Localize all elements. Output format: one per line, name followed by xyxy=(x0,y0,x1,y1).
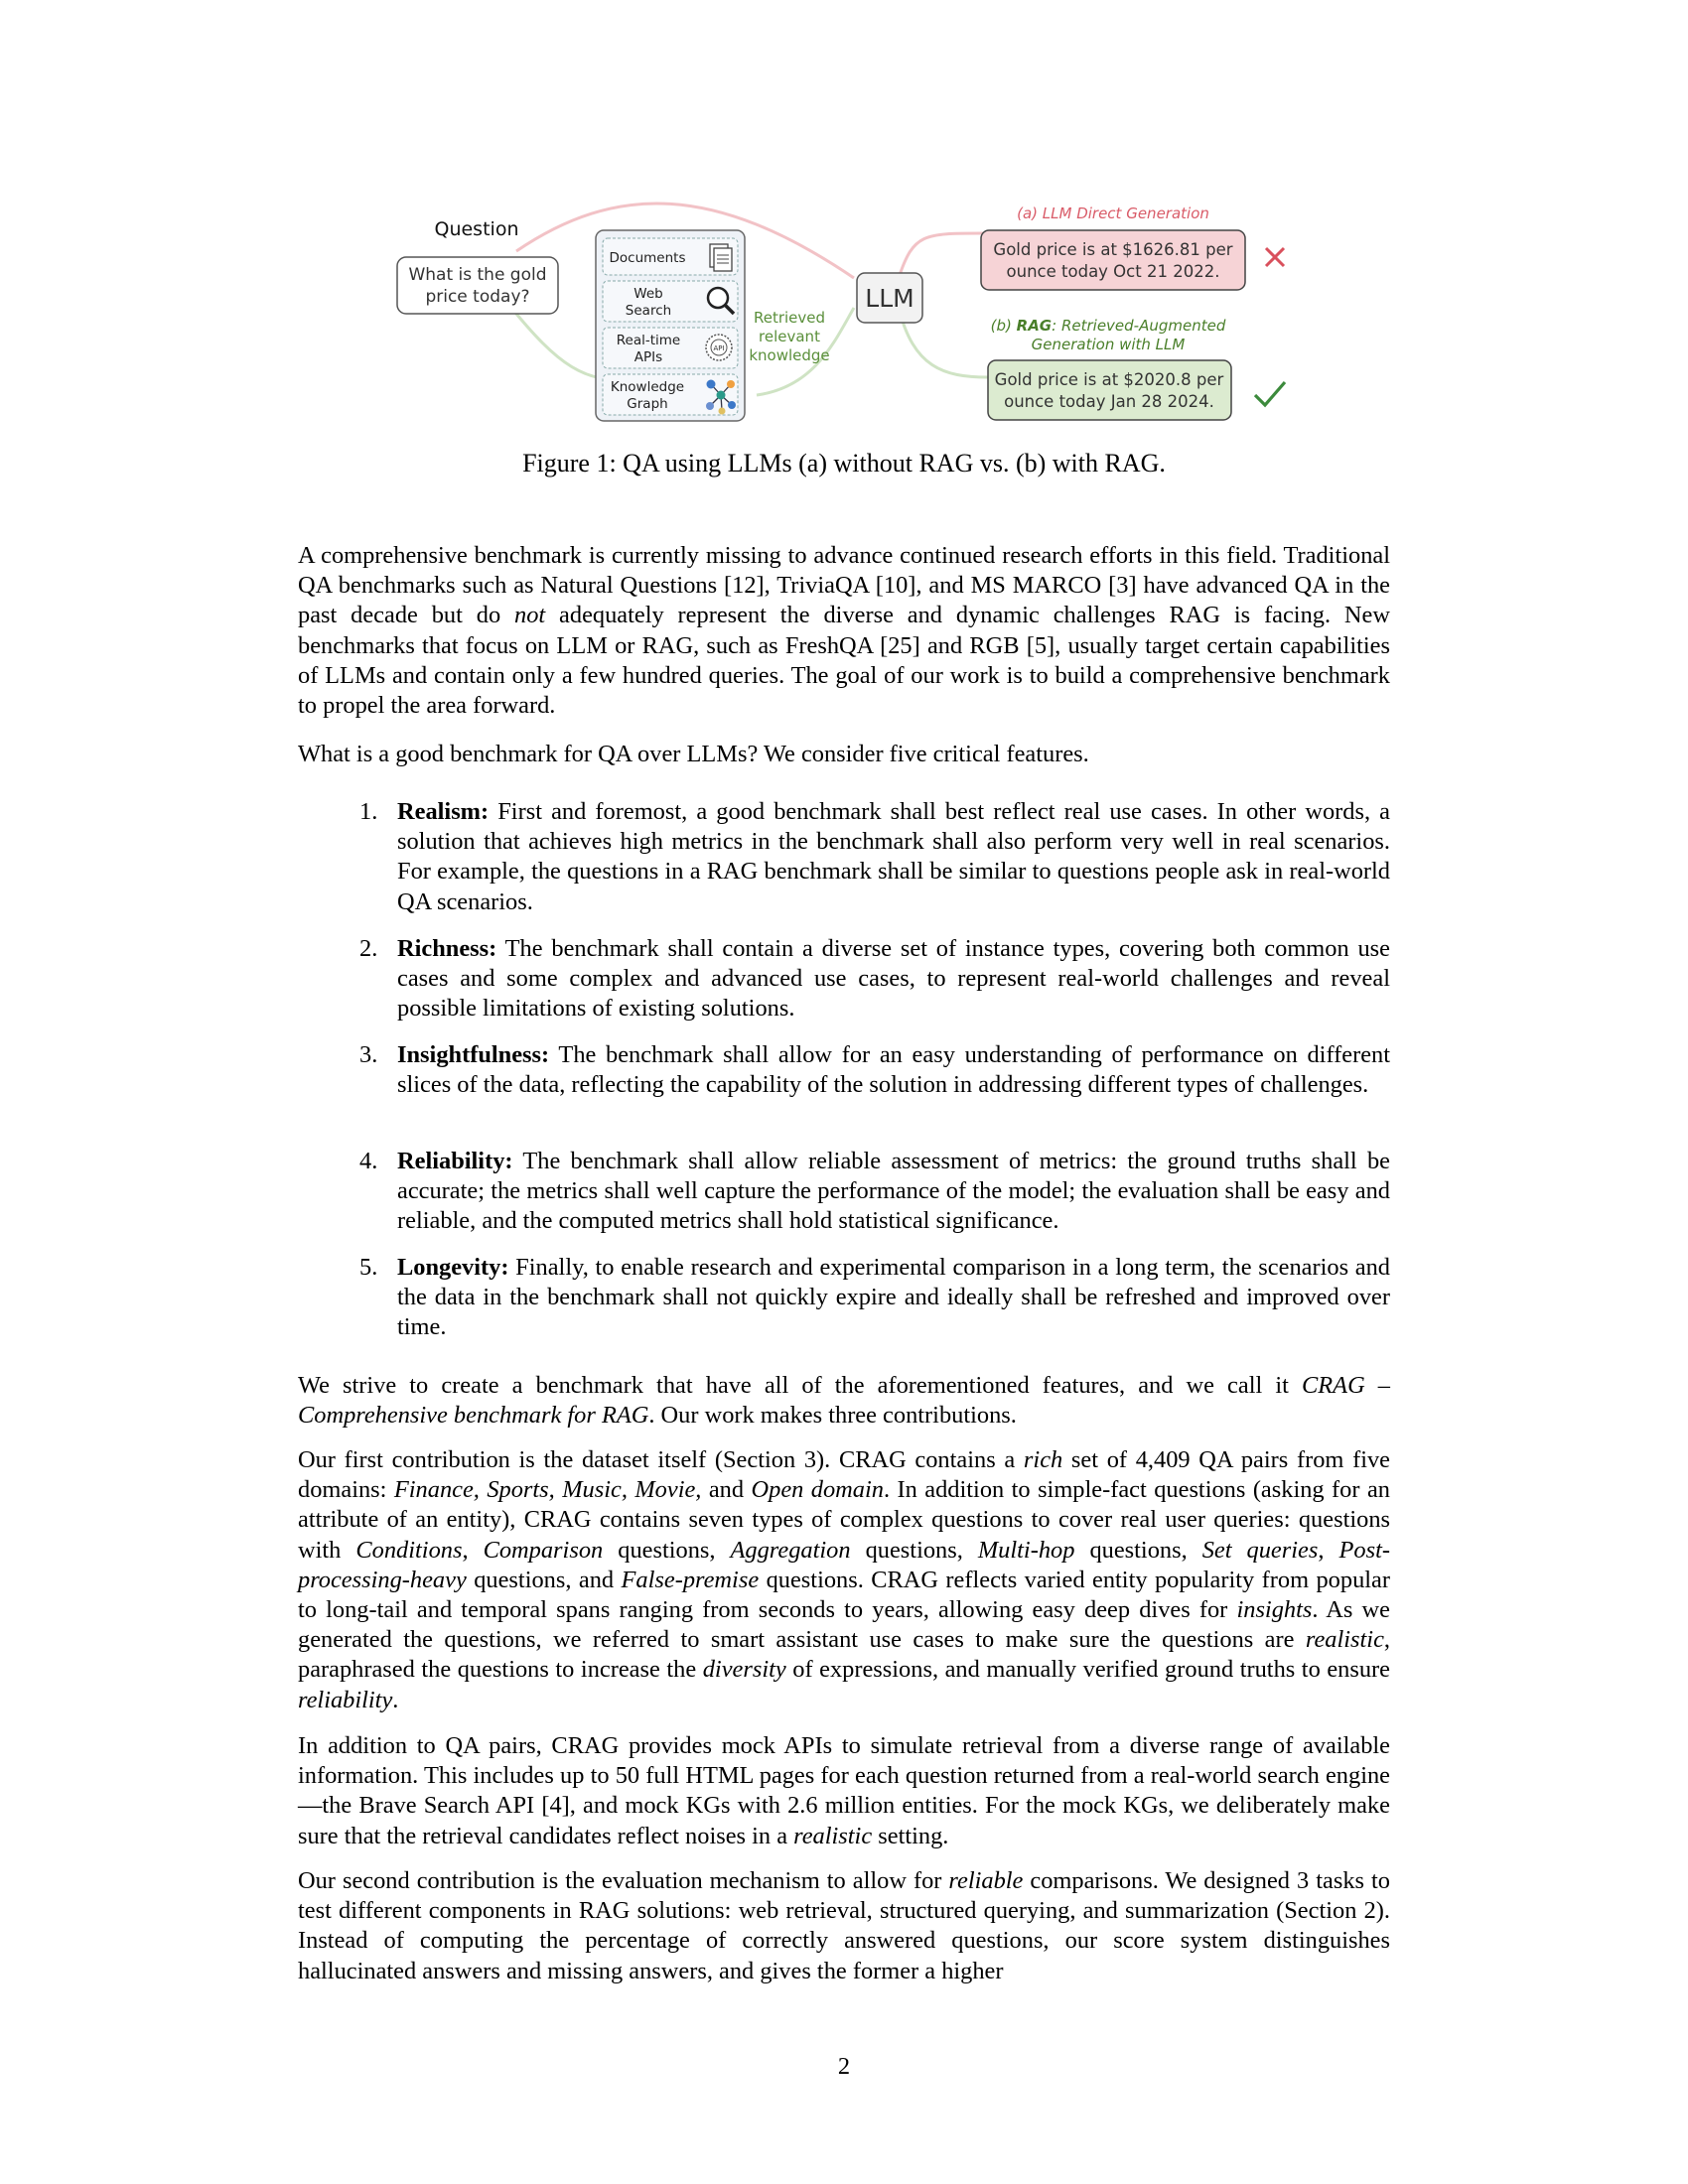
retrieved-label1: Retrieved xyxy=(753,309,826,327)
para4-t10: questions, and xyxy=(466,1566,622,1593)
para4-e11: insights xyxy=(1236,1596,1313,1624)
figure-qa-rag xyxy=(387,194,1311,432)
feature-number: 3. xyxy=(359,1041,378,1068)
para4-e13: diversity xyxy=(702,1656,786,1684)
llm-to-direct-curve xyxy=(899,233,983,278)
para4-e14: reliability xyxy=(298,1686,393,1713)
figure-diagram xyxy=(387,194,1311,432)
feature-text: First and foremost, a good benchmark shall best reflect real use cases. In other words, a solution that achieves high metrics in the benchmark shall also perform very well in real scenarios. For example, the questions in a RAG benchmark shall be similar to questions people ask in real-world QA scenarios. xyxy=(397,798,1390,915)
para4-e5: Comparison xyxy=(483,1536,604,1564)
direct-generation-label: (a) LLM Direct Generation xyxy=(1017,205,1209,222)
paragraph-second-contribution xyxy=(298,1866,1390,1986)
feature-number: 5. xyxy=(359,1254,378,1281)
document-icon xyxy=(710,244,732,271)
para4-e8: Set queries xyxy=(1201,1536,1319,1564)
para6-em: reliable xyxy=(948,1867,1024,1894)
paragraph-motivation xyxy=(298,541,1390,721)
para3-em: CRAG – Comprehensive benchmark for RAG xyxy=(298,1372,1390,1430)
feature-text: Finally, to enable research and experimental comparison in a long term, the scenarios and the data in the benchmark shall not quickly expire and ideally shall be refreshed and improved over time. xyxy=(397,1254,1390,1341)
rag-label-line1 xyxy=(991,317,1226,335)
para4-e12: realistic xyxy=(1305,1626,1384,1654)
rag-answer-line2: ounce today Jan 28 2024. xyxy=(1004,392,1214,411)
rag-label-prefix: (b) xyxy=(990,317,1017,335)
direct-answer-box xyxy=(981,230,1245,290)
para5-a: In addition to QA pairs, CRAG provides mock APIs to simulate retrieval from a diverse range of available information. This includes up to 50 full HTML pages for each question returned from a real-world search engine—the Brave Search API [4], and mock KGs with 2.6 million entities. For the mock KGs, we deliberately make sure that the retrieval candidates reflect noises in a xyxy=(298,1732,1390,1849)
para1-a: A comprehensive benchmark is currently missing to advance continued research efforts in this field. Traditional QA benchmarks such as Natural Questions [12], TriviaQA [10], and MS MARCO [3] have advanced QA in the past decade but do xyxy=(298,542,1390,629)
rag-answer-line1: Gold price is at $2020.8 per xyxy=(994,370,1224,389)
feature-title: Longevity: xyxy=(397,1254,509,1281)
para4-e2: Finance, Sports, Music, Movie, xyxy=(393,1476,702,1504)
feature-title: Insightfulness: xyxy=(397,1041,550,1068)
para4-e7: Multi-hop xyxy=(977,1536,1075,1564)
cross-icon xyxy=(1266,248,1284,266)
para4-e3: Open domain xyxy=(751,1476,884,1504)
feature-text: The benchmark shall allow reliable assessment of metrics: the ground truths shall be accurate; the metrics shall well capture the performance of the model; the evaluation shall be easy and reliable, and the computed metrics shall hold statistical significance. xyxy=(397,1148,1390,1235)
question-text-line2: price today? xyxy=(425,287,530,307)
checkmark-icon xyxy=(1255,382,1285,405)
retrieved-label2: relevant xyxy=(759,328,820,345)
direct-answer-line1: Gold price is at $1626.81 per xyxy=(993,240,1233,259)
para4-e4: Conditions xyxy=(355,1536,463,1564)
feature-number: 1. xyxy=(359,798,378,825)
source-documents-label: Documents xyxy=(609,250,686,266)
source-api-label2: APIs xyxy=(633,349,663,365)
paragraph-question xyxy=(298,740,1390,769)
source-kg-label2: Graph xyxy=(627,396,668,412)
para4-t11: questions. CRAG reflects varied entity popularity from popular to long-tail and temporal spans ranging from seconds to years, allowing easy deep dives for xyxy=(298,1566,1390,1624)
para4-e10: False-premise xyxy=(621,1566,760,1593)
para4-e9: Post-processing-heavy xyxy=(298,1536,1390,1593)
question-label: Question xyxy=(434,218,519,240)
para4-t13: , paraphrased the questions to increase the xyxy=(298,1626,1390,1684)
para4-t14: of expressions, and manually verified ground truths to ensure xyxy=(785,1656,1390,1684)
rag-label-rest: : Retrieved-Augmented xyxy=(1052,317,1226,335)
para4-e6: Aggregation xyxy=(730,1536,851,1564)
source-web-label2: Search xyxy=(625,303,672,319)
para4-t7: questions, xyxy=(850,1536,978,1564)
para4-t15: . xyxy=(392,1686,399,1713)
para3-a: We strive to create a benchmark that have all of the aforementioned features, and we call it xyxy=(298,1372,1303,1399)
feature-title: Richness: xyxy=(397,935,497,962)
feature-text: The benchmark shall allow for an easy understanding of performance on different slices of the data, reflecting the capability of the solution in addressing different types of challenges. xyxy=(397,1041,1390,1099)
para4-t5: , xyxy=(462,1536,484,1564)
source-kg-label1: Knowledge xyxy=(610,379,685,395)
api-icon xyxy=(706,335,732,360)
rag-answer-box xyxy=(988,360,1231,420)
api-icon-text: API xyxy=(713,344,725,352)
para1-b: adequately represent the diverse and dynamic challenges RAG is facing. New benchmarks that focus on LLM or RAG, such as FreshQA [25] and RGB [5], usually target certain capabilities of LLMs and contain only a few hundred queries. The goal of our work is to build a comprehensive benchmark to propel the area forward. xyxy=(298,602,1390,720)
para4-t6: questions, xyxy=(603,1536,731,1564)
rag-label-bold: RAG xyxy=(1016,317,1053,335)
source-web-label1: Web xyxy=(633,286,663,302)
para4-t9: , xyxy=(1318,1536,1339,1564)
para5-b: setting. xyxy=(872,1822,949,1849)
para6-b: comparisons. We designed 3 tasks to test different components in RAG solutions: web retrieval, structured querying, and summarization (Section 2). Instead of computing the percentage of correctly answered questions, our score system distinguishes hallucinated answers and missing answers, and gives the former a higher xyxy=(298,1867,1390,1984)
rag-label-line2: Generation with LLM xyxy=(1031,336,1186,353)
para6-a: Our second contribution is the evaluation mechanism to allow for xyxy=(298,1867,949,1894)
feature-title: Reliability: xyxy=(397,1148,513,1174)
figure-caption: Figure 1: QA using LLMs (a) without RAG vs. (b) with RAG. xyxy=(522,449,1166,478)
para4-e1: rich xyxy=(1023,1446,1063,1473)
para4-t2: set of 4,409 QA pairs from five domains: xyxy=(298,1446,1390,1504)
para4-t4: . In addition to simple-fact questions (asking for an attribute of an entity), CRAG contains seven types of complex questions to cover real user queries: questions with xyxy=(298,1476,1390,1564)
retrieved-label3: knowledge xyxy=(749,346,830,364)
para2: What is a good benchmark for QA over LLMs? We consider five critical features. xyxy=(298,741,1089,767)
paragraph-first-contribution xyxy=(298,1445,1390,1715)
para1-em: not xyxy=(514,602,546,629)
para4-t3: and xyxy=(701,1476,752,1504)
direct-answer-line2: ounce today Oct 21 2022. xyxy=(1006,262,1220,281)
paragraph-crag-intro xyxy=(298,1371,1390,1431)
feature-number: 4. xyxy=(359,1148,378,1174)
feature-text: The benchmark shall contain a diverse set of instance types, covering both common use cases and some complex and advanced use cases, to represent real-world challenges and reveal possible limitations of existing solutions. xyxy=(397,935,1390,1023)
para5-em: realistic xyxy=(793,1822,873,1849)
page-number: 2 xyxy=(837,2053,851,2080)
source-api-label1: Real-time xyxy=(616,333,681,348)
para4-t1: Our first contribution is the dataset itself (Section 3). CRAG contains a xyxy=(298,1446,1024,1473)
question-text-line1: What is the gold xyxy=(408,265,547,285)
para3-b: . Our work makes three contributions. xyxy=(648,1402,1017,1430)
feature-title: Realism: xyxy=(397,798,490,825)
feature-number: 2. xyxy=(359,935,378,962)
para4-t12: . As we generated the questions, we referred to smart assistant use cases to make sure the questions are xyxy=(298,1596,1390,1654)
llm-label: LLM xyxy=(865,284,914,313)
paragraph-mock-apis xyxy=(298,1731,1390,1851)
para4-t8: questions, xyxy=(1074,1536,1202,1564)
